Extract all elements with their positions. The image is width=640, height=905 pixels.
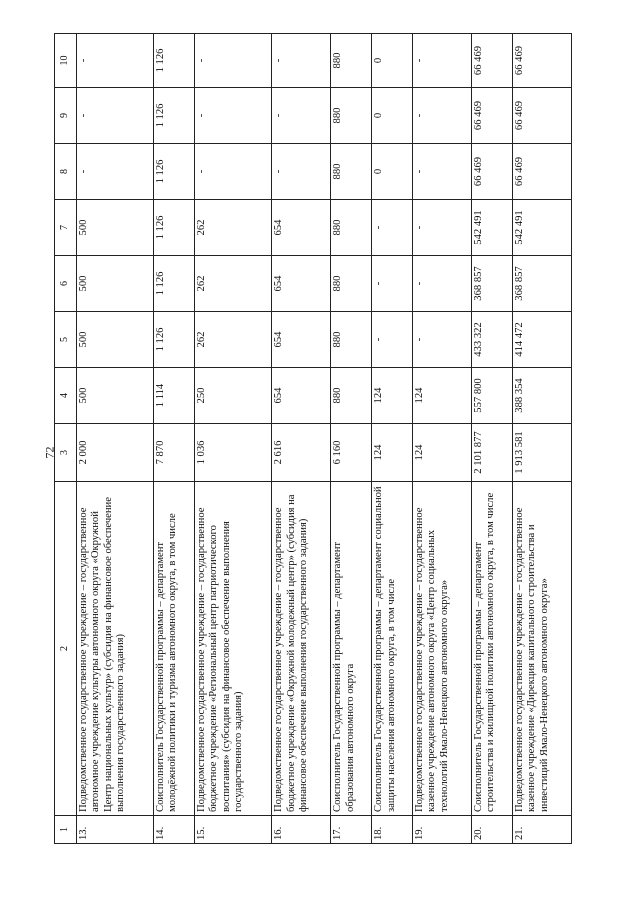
value-cell: 654 [272,256,331,312]
header-cell: 1 [55,816,77,844]
row-description: Подведомственное государственное учреждение – государственное автономное учреждение культуры автономного округа «Окружной Центр национальных культур» (субсидия на финансовое обеспечение выполнения государственного задания) [76,482,153,816]
value-cell: - [272,34,331,88]
value-cell: 654 [272,368,331,424]
value-cell: 500 [76,200,153,256]
row-description: Соисполнитель Государственной программы – департамент образования автономного округа [331,482,372,816]
value-cell: - [412,144,471,200]
table-row [272,34,331,844]
value-cell: 6 160 [331,424,372,482]
value-cell: 1 126 [153,34,194,88]
value-cell: - [194,144,271,200]
value-cell: 262 [194,200,271,256]
value-cell: 880 [331,144,372,200]
header-cell: 4 [55,368,77,424]
table-row [372,34,413,844]
row-description: Подведомственное государственное учреждение – государственное казенное учреждение «Дирекция капитального строительства и инвестиций Ямало-Ненецкого автономного округа» [512,482,571,816]
row-index: 18. [372,816,413,844]
value-cell: 388 354 [512,368,571,424]
row-index: 19. [412,816,471,844]
value-cell: 1 126 [153,200,194,256]
value-cell: 124 [412,368,471,424]
value-cell: 262 [194,256,271,312]
value-cell: 0 [372,34,413,88]
row-description: Соисполнитель Государственной программы – департамент строительства и жилищной политики автономного округа, в том числе [471,482,512,816]
value-cell: 124 [372,424,413,482]
value-cell: 7 870 [153,424,194,482]
header-cell: 8 [55,144,77,200]
header-cell: 3 [55,424,77,482]
table-row [76,34,153,844]
value-cell: 500 [76,368,153,424]
value-cell: 1 126 [153,256,194,312]
value-cell: - [412,88,471,144]
table-row [412,34,471,844]
value-cell: 880 [331,312,372,368]
header-cell: 2 [55,482,77,816]
value-cell: 2 101 877 [471,424,512,482]
row-index: 14. [153,816,194,844]
value-cell: 66 469 [512,144,571,200]
value-cell: - [76,34,153,88]
value-cell: - [372,256,413,312]
value-cell: - [412,34,471,88]
budget-table [54,33,572,844]
value-cell: 880 [331,200,372,256]
value-cell: 66 469 [471,144,512,200]
row-index: 21. [512,816,571,844]
table-row [471,34,512,844]
table-row [512,34,571,844]
rotated-table-container [54,34,572,844]
value-cell: 250 [194,368,271,424]
value-cell: - [272,144,331,200]
value-cell: - [412,200,471,256]
value-cell: 1 126 [153,88,194,144]
value-cell: - [76,144,153,200]
value-cell: 124 [372,368,413,424]
value-cell: 1 913 581 [512,424,571,482]
header-cell: 10 [55,34,77,88]
row-description: Подведомственное государственное учреждение – государственное казенное учреждение автономного округа «Центр социальных технологий Ямало-Ненецкого автономного округа» [412,482,471,816]
value-cell: 262 [194,312,271,368]
row-description: Подведомственное государственное учреждение – государственное бюджетное учреждение «Окружной молодежный центр» (субсидия на финансовое обеспечение выполнения государственного задания) [272,482,331,816]
value-cell: 880 [331,368,372,424]
value-cell: 500 [76,256,153,312]
value-cell: 0 [372,144,413,200]
value-cell: 2 000 [76,424,153,482]
value-cell: 66 469 [471,34,512,88]
row-index: 20. [471,816,512,844]
value-cell: - [76,88,153,144]
page-number: 72 [42,446,57,459]
value-cell: 66 469 [512,88,571,144]
value-cell: 542 491 [471,200,512,256]
row-index: 17. [331,816,372,844]
value-cell: 654 [272,312,331,368]
value-cell: - [272,88,331,144]
value-cell: - [372,200,413,256]
value-cell: 542 491 [512,200,571,256]
row-index: 16. [272,816,331,844]
value-cell: 66 469 [512,34,571,88]
header-cell: 5 [55,312,77,368]
value-cell: 880 [331,256,372,312]
value-cell: 1 036 [194,424,271,482]
value-cell: 1 114 [153,368,194,424]
value-cell: - [194,34,271,88]
header-row [55,34,77,844]
row-description: Подведомственное государственное учреждение – государственное бюджетное учреждение «Региональный центр патриотического воспитания» (субсидия на финансовое обеспечение выполнения государственного задания) [194,482,271,816]
header-cell: 6 [55,256,77,312]
value-cell: - [194,88,271,144]
value-cell: 880 [331,34,372,88]
value-cell: 500 [76,312,153,368]
row-index: 15. [194,816,271,844]
value-cell: 1 126 [153,312,194,368]
value-cell: 368 857 [512,256,571,312]
value-cell: 880 [331,88,372,144]
table-row [331,34,372,844]
header-cell: 9 [55,88,77,144]
value-cell: 557 800 [471,368,512,424]
value-cell: 2 616 [272,424,331,482]
value-cell: 654 [272,200,331,256]
table-row [194,34,271,844]
value-cell: - [412,312,471,368]
value-cell: - [412,256,471,312]
value-cell: 66 469 [471,88,512,144]
value-cell: 368 857 [471,256,512,312]
row-description: Соисполнитель Государственной программы – департамент социальной защиты населения автономного округа, в том числе [372,482,413,816]
value-cell: 433 322 [471,312,512,368]
table-row [153,34,194,844]
header-cell: 7 [55,200,77,256]
value-cell: 124 [412,424,471,482]
row-index: 13. [76,816,153,844]
value-cell: 1 126 [153,144,194,200]
value-cell: 414 472 [512,312,571,368]
row-description: Соисполнитель Государственной программы – департамент молодёжной политики и туризма автономного округа, в том числе [153,482,194,816]
value-cell: 0 [372,88,413,144]
value-cell: - [372,312,413,368]
